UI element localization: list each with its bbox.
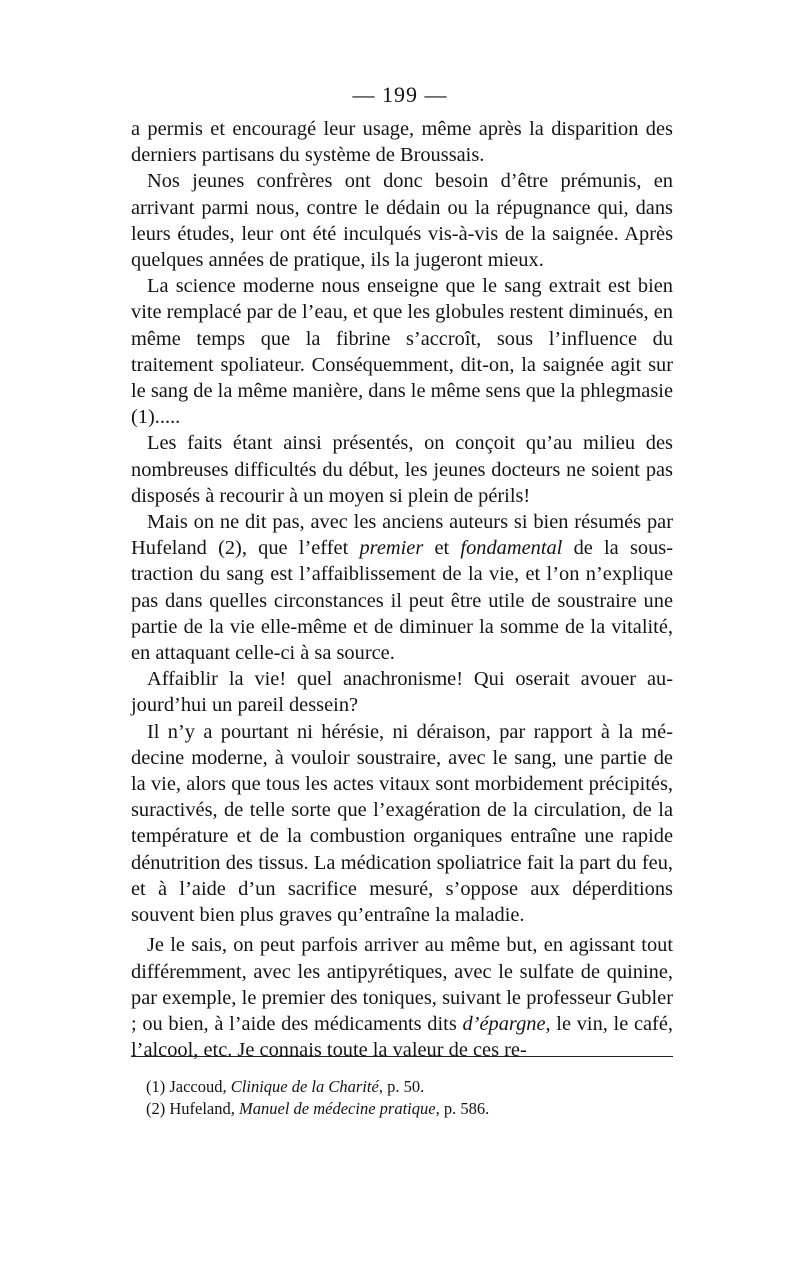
text-run: Nos jeunes confrères ont donc besoin d’être prémunis, en arrivant parmi nous, contre le dédain ou la répugnance qui, dans leurs études, leur ont été inculqués vis-à-vis de la saignée. Après quelques années de pratique, ils la jugeront mieux. [131, 170, 673, 272]
text-run: Les faits étant ainsi présentés, on conçoit qu’au milieu des nombreuses difficultés du début, les jeunes docteurs ne soient pas disposés à recourir à un moyen si plein de périls! [131, 432, 673, 507]
italic-run: d’épargne [462, 1012, 546, 1035]
footnote [146, 1076, 673, 1098]
text-run: Affaiblir la vie! quel anachronisme! Qui oserait avouer aujourd’hui un pareil dessein? [131, 668, 673, 717]
text-run: , le vin, le café, l’alcool, etc. Je connais toute la valeur de ces re- [131, 1012, 673, 1062]
text-run: de la soustraction du sang est l’affaiblissement de la vie, et l’on n’explique pas dans quelles circonstances il peut être utile de soustraire une partie de la vie elle-même et de diminuer la somme de la vitalité, en attaquant celle-ci à sa source. [131, 537, 673, 665]
footnotes [146, 1076, 673, 1120]
paragraph [131, 116, 673, 168]
text-run: Mais on ne dit pas, avec les anciens auteurs si bien résumés par Hufeland (2), que l’effet [131, 511, 673, 560]
body-text [131, 116, 673, 1063]
italic-run: premier [359, 537, 424, 560]
paragraph [131, 273, 673, 430]
text-run: (1) Jaccoud, [146, 1077, 231, 1096]
paragraph [131, 168, 673, 273]
italic-run: fondamental [460, 537, 563, 560]
text-run: et [423, 537, 461, 560]
footnote-divider [131, 1056, 673, 1057]
italic-run: Clinique de la Charité [230, 1077, 379, 1096]
text-run: , p. 50. [378, 1077, 425, 1096]
text-run: La science moderne nous enseigne que le sang extrait est bien vite remplacé par de l’eau, et que les globules restent diminués, en même temps que la fibrine s’accroît, sous l’influence du traitement spoliateur. Conséquemment, dit-on, la saignée agit sur le sang de la même manière, dans le même sens que la phlegmasie (1)..... [131, 275, 673, 429]
paragraph [131, 509, 673, 666]
paragraph [131, 932, 673, 1063]
paragraph [131, 430, 673, 509]
page-number: — 199 — [352, 82, 448, 107]
text-run: Je le sais, on peut parfois arriver au même but, en agissant tout différemment, avec les antipyrétiques, avec le sulfate de quinine, par exemple, le premier des toniques, suivant le professeur Gubler ; ou bien, à l’aide des médicaments dits [131, 934, 673, 1035]
paragraph [131, 719, 673, 929]
italic-run: Manuel de médecine pratique [239, 1099, 436, 1118]
paragraph [131, 666, 673, 718]
footnote [146, 1098, 673, 1120]
text-run: Il n’y a pourtant ni hérésie, ni déraison, par rapport à la médecine moderne, à vouloir soustraire, avec le sang, une partie de la vie, alors que tous les actes vitaux sont morbidement précipités, suractivés, de telle sorte que l’exagération de la circulation, de la température et de la combustion organiques entraîne une rapide dénutrition des tissus. La médication spoliatrice fait la part du feu, et à l’aide d’un sacrifice mesuré, s’oppose aux déperditions souvent bien plus graves qu’entraîne la maladie. [131, 720, 673, 927]
text-run: , p. 586. [435, 1099, 490, 1118]
text-run: (2) Hufeland, [146, 1099, 240, 1118]
text-run: a permis et encouragé leur usage, même après la disparition des derniers partisans du système de Broussais. [131, 118, 673, 167]
